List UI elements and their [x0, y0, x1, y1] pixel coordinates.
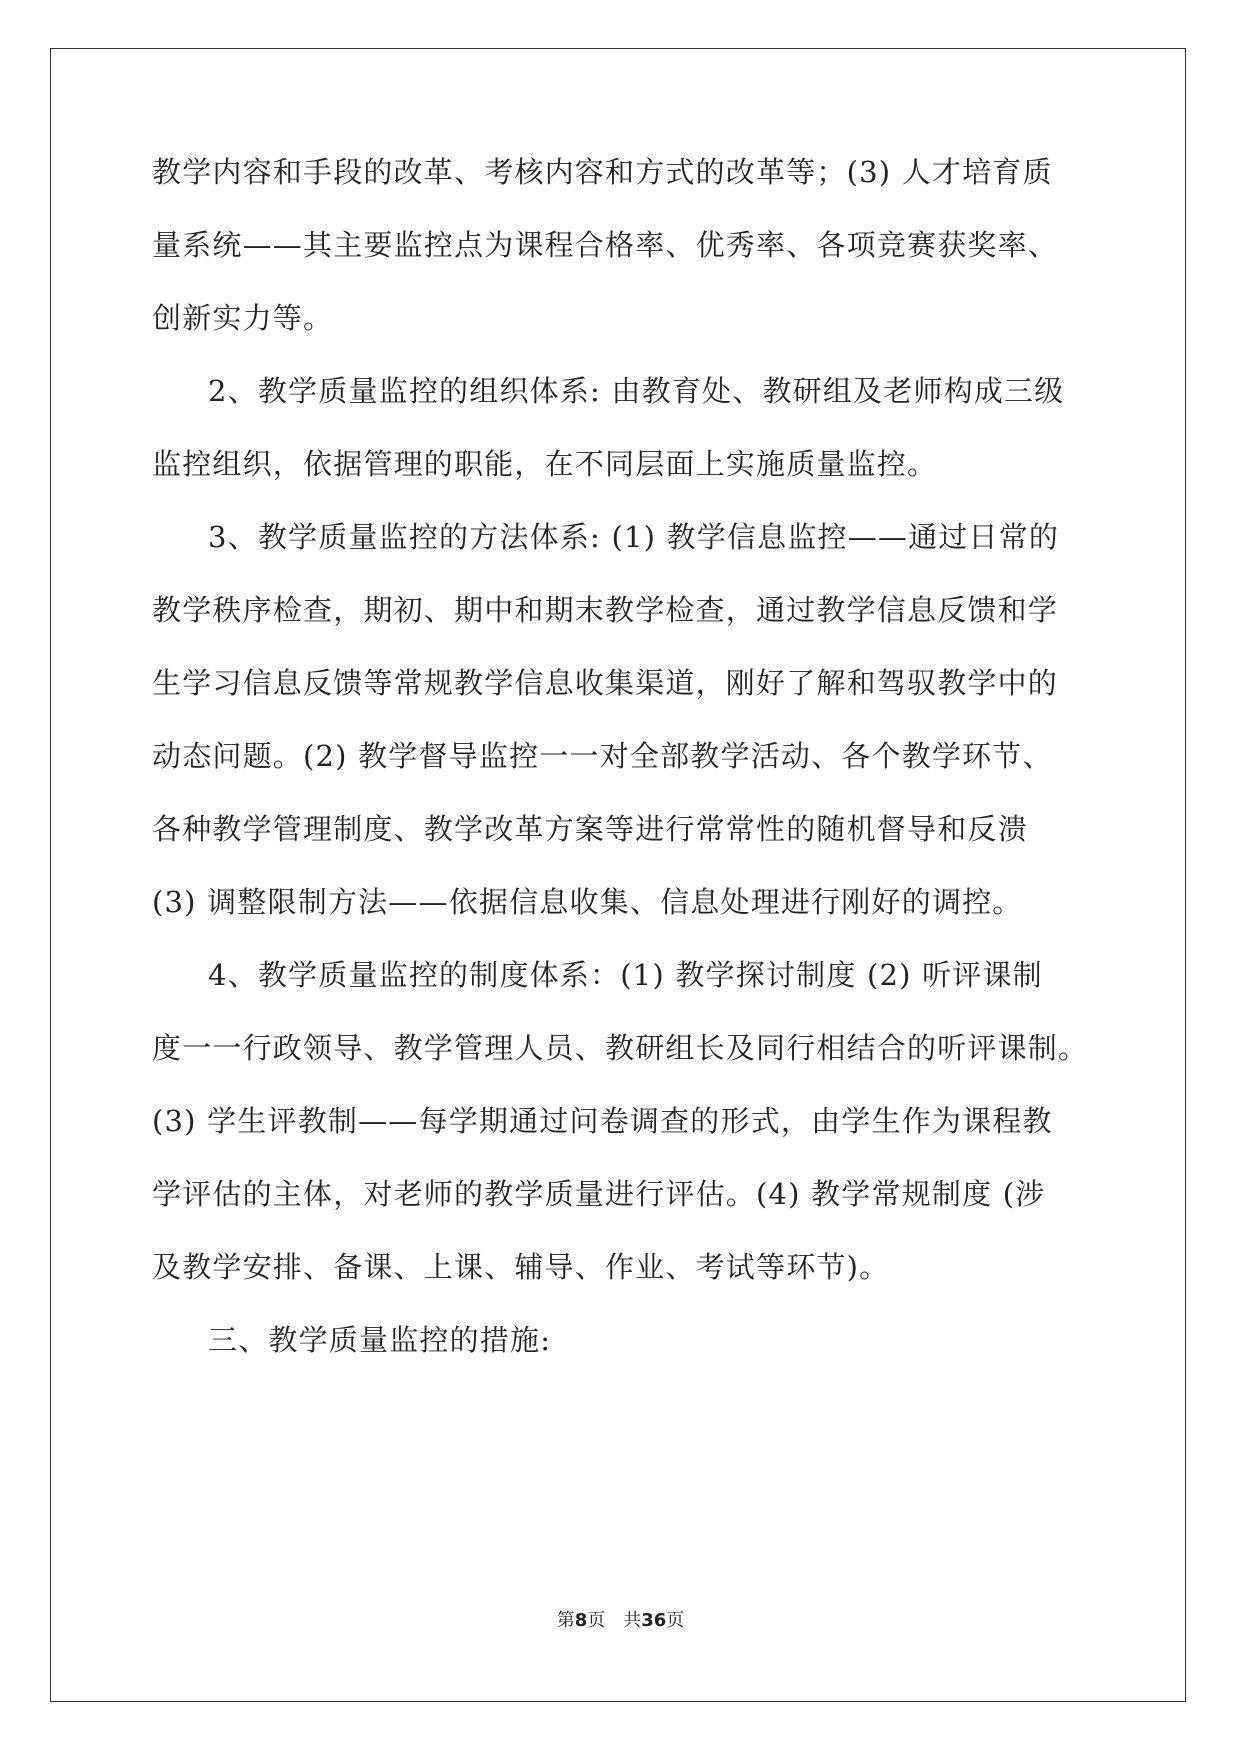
paragraph-line-1: 教学内容和手段的改革、考核内容和方式的改革等；(3) 人才培育质 [152, 155, 1053, 189]
total-pages-number: 36 [641, 1610, 667, 1631]
footer-middle: 页 共 [587, 1610, 642, 1631]
paragraph-line-4: 2、教学质量监控的组织体系: 由教育处、教研组及老师构成三级 [208, 374, 1065, 408]
paragraph-line-8: 生学习信息反馈等常规教学信息收集渠道，刚好了解和驾驭教学中的 [152, 666, 1059, 700]
paragraph-line-7: 教学秩序检查，期初、期中和期末教学检查，通过教学信息反馈和学 [152, 593, 1059, 627]
paragraph-line-9: 动态问题。(2) 教学督导监控一一对全部教学活动、各个教学环节、 [152, 739, 1053, 773]
paragraph-line-3: 创新实力等。 [152, 301, 334, 335]
paragraph-line-5: 监控组织，依据管理的职能，在不同层面上实施质量监控。 [152, 447, 938, 481]
paragraph-line-16: 及教学安排、备课、上课、辅导、作业、考试等环节)。 [152, 1250, 890, 1284]
current-page-number: 8 [574, 1610, 588, 1631]
footer-suffix: 页 [666, 1610, 685, 1631]
section-heading: 三、教学质量监控的措施: [208, 1323, 552, 1357]
paragraph-line-10: 各种教学管理制度、教学改革方案等进行常常性的随机督导和反溃 [152, 812, 1028, 846]
paragraph-line-12: 4、教学质量监控的制度体系：(1) 教学探讨制度 (2) 听评课制 [208, 958, 1043, 992]
paragraph-line-15: 学评估的主体，对老师的教学质量进行评估。(4) 教学常规制度 (涉 [152, 1177, 1046, 1211]
paragraph-line-14: (3) 学生评教制——每学期通过问卷调查的形式，由学生作为课程教 [152, 1104, 1053, 1138]
paragraph-line-2: 量系统——其主要监控点为课程合格率、优秀率、各项竞赛获奖率、 [152, 228, 1059, 262]
paragraph-line-6: 3、教学质量监控的方法体系: (1) 教学信息监控——通过日常的 [208, 520, 1060, 554]
paragraph-line-13: 度一一行政领导、教学管理人员、教研组长及同行相结合的听评课制。 [152, 1031, 1089, 1065]
page-footer [0, 1606, 1241, 1632]
footer-prefix: 第 [556, 1610, 575, 1631]
page-border [50, 48, 1186, 1702]
paragraph-line-11: (3) 调整限制方法——依据信息收集、信息处理进行刚好的调控。 [152, 885, 1023, 919]
